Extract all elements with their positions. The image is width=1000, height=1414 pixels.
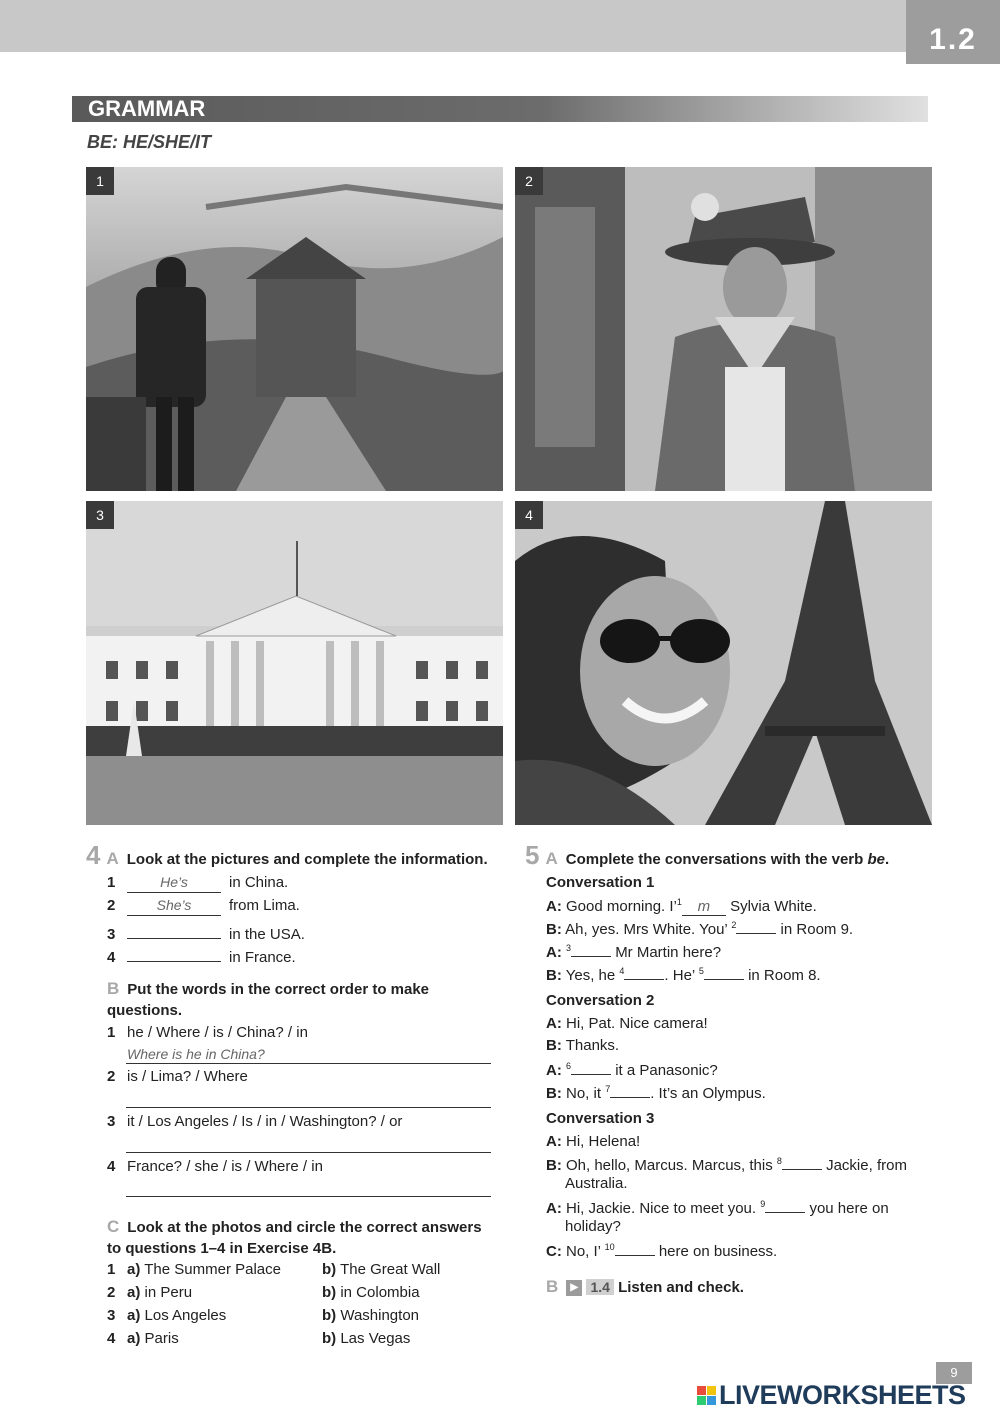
ex4c-item: 4 a) Paris [107, 1330, 179, 1347]
exercise-letter: A [106, 849, 119, 868]
photo-1-great-wall [86, 167, 503, 491]
conv-line: B: Yes, he $^4$ . He’ $^5$ in Room 8. [546, 966, 821, 984]
answer-field[interactable]: m [682, 898, 726, 916]
ex4b-item: 1 he / Where / is / China? / in [107, 1024, 308, 1041]
ex4c-option-b: b) in Colombia [322, 1284, 420, 1301]
exercise-number: 4 [86, 840, 101, 870]
option-a[interactable]: in Peru [144, 1284, 193, 1301]
play-icon[interactable]: ▶ [566, 1280, 582, 1296]
exercise-4c: C Look at the photos and circle the correct answers to questions 1–4 in Exercise 4B. [107, 1217, 482, 1257]
answer-field[interactable] [782, 1155, 822, 1170]
peruvian-woman-image [515, 167, 932, 491]
option-a[interactable]: Paris [144, 1330, 179, 1347]
conv-line: A: Hi, Jackie. Nice to meet you. $^9$ you here on [546, 1199, 889, 1217]
exercise-letter: A [545, 849, 558, 868]
answer-field[interactable] [615, 1241, 655, 1256]
liveworksheets-logo [697, 1380, 966, 1411]
conversation-1-title: Conversation 1 [546, 874, 655, 891]
conv-line: A: $^3$ Mr Martin here? [546, 943, 722, 961]
ex4c-option-b: b) The Great Wall [322, 1261, 441, 1278]
ex4c-item: 1 a) The Summer Palace [107, 1261, 281, 1278]
ex4b-item: 4 France? / she / is / Where / in [107, 1158, 323, 1175]
ex4b-item: 3 it / Los Angeles / Is / in / Washington? / or [107, 1113, 403, 1130]
answer-field[interactable] [736, 919, 776, 934]
ex4a-item: 1 He’s in China. [107, 874, 289, 891]
answer-field[interactable] [704, 965, 744, 980]
photo-number: 2 [515, 167, 543, 195]
conv-line: B: Ah, yes. Mrs White. You’ $^2$ in Room 9. [546, 920, 854, 938]
exercise-5b: B ▶ 1.4 Listen and check. [546, 1277, 744, 1296]
conv-line: C: No, I’ $^{10}$ here on business. [546, 1242, 778, 1260]
answer-field[interactable] [127, 943, 221, 962]
top-bar [0, 0, 1000, 52]
ex4c-item: 3 a) Los Angeles [107, 1307, 227, 1324]
answer-line[interactable] [126, 1152, 491, 1153]
option-b[interactable]: The Great Wall [340, 1261, 441, 1278]
ex4a-item: 4 in France. [107, 943, 296, 966]
photo-4-eiffel-tower [515, 501, 932, 825]
ex4c-option-b: b) Washington [322, 1307, 419, 1324]
answer-field[interactable] [610, 1083, 650, 1098]
section-subtitle: BE: HE/SHE/IT [87, 132, 212, 152]
conversation-2-title: Conversation 2 [546, 992, 655, 1009]
ex4c-option-b: b) Las Vegas [322, 1330, 411, 1347]
option-b[interactable]: Las Vegas [340, 1330, 411, 1347]
ex4b-answer[interactable]: Where is he in China? [127, 1046, 265, 1062]
unit-tab: 1.2 [906, 0, 1000, 64]
track-number: 1.4 [586, 1279, 613, 1295]
liveworksheets-logo-icon [697, 1386, 716, 1405]
photo-number: 1 [86, 167, 114, 195]
exercise-instruction: Complete the conversations with the verb [565, 851, 864, 868]
ex4b-item: 2 is / Lima? / Where [107, 1068, 248, 1085]
photo-number: 4 [515, 501, 543, 529]
exercise-number: 5 [525, 840, 540, 870]
conv-line: A: Good morning. I’$^1$ m Sylvia White. [546, 897, 817, 915]
answer-field[interactable] [127, 920, 221, 939]
answer-field[interactable] [571, 942, 611, 957]
answer-field[interactable] [624, 965, 664, 980]
conv-line: A: $^6$ it a Panasonic? [546, 1061, 718, 1079]
exercise-5a: 5 A Complete the conversations with the verb be . [525, 840, 890, 870]
conv-line: B: Thanks. [546, 1037, 620, 1054]
exercise-instruction: Look at the pictures and complete the information. [126, 851, 488, 868]
conv-line-cont: holiday? [565, 1218, 621, 1235]
exercise-4a [86, 840, 488, 871]
answer-line[interactable] [126, 1196, 491, 1197]
white-house-image [86, 501, 503, 825]
answer-field[interactable]: He’s [127, 874, 221, 893]
conv-line: B: No, it $^7$ . It’s an Olympus. [546, 1084, 766, 1102]
photo-2-peruvian-woman [515, 167, 932, 491]
photo-number: 3 [86, 501, 114, 529]
brand-name: LIVEWORKSHEETS [719, 1380, 966, 1410]
conv-line: A: Hi, Pat. Nice camera! [546, 1015, 708, 1032]
great-wall-image [86, 167, 503, 491]
conversation-3-title: Conversation 3 [546, 1110, 655, 1127]
exercise-4b: B Put the words in the correct order to make questions. [107, 979, 430, 1019]
eiffel-tower-image [515, 501, 932, 825]
conv-line: B: Oh, hello, Marcus. Marcus, this $^8$ Jackie, from [546, 1156, 907, 1174]
conv-line: A: Hi, Helena! [546, 1133, 641, 1150]
ex4c-item: 2 a) in Peru [107, 1284, 193, 1301]
option-a[interactable]: Los Angeles [144, 1307, 227, 1324]
answer-line[interactable] [126, 1107, 491, 1108]
ex4a-item: 2 She’s from Lima. [107, 897, 300, 914]
option-b[interactable]: in Colombia [340, 1284, 420, 1301]
answer-line[interactable] [126, 1063, 491, 1064]
answer-field[interactable] [571, 1060, 611, 1075]
answer-field[interactable]: She’s [127, 897, 221, 916]
conv-line-cont: Australia. [565, 1175, 628, 1192]
section-header [72, 96, 928, 122]
page-number: 9 [936, 1362, 972, 1384]
photo-3-white-house [86, 501, 503, 825]
option-a[interactable]: The Summer Palace [144, 1261, 281, 1278]
section-title: GRAMMAR [88, 96, 206, 121]
option-b[interactable]: Washington [340, 1307, 419, 1324]
ex4a-item: 3 in the USA. [107, 920, 305, 943]
answer-field[interactable] [765, 1198, 805, 1213]
